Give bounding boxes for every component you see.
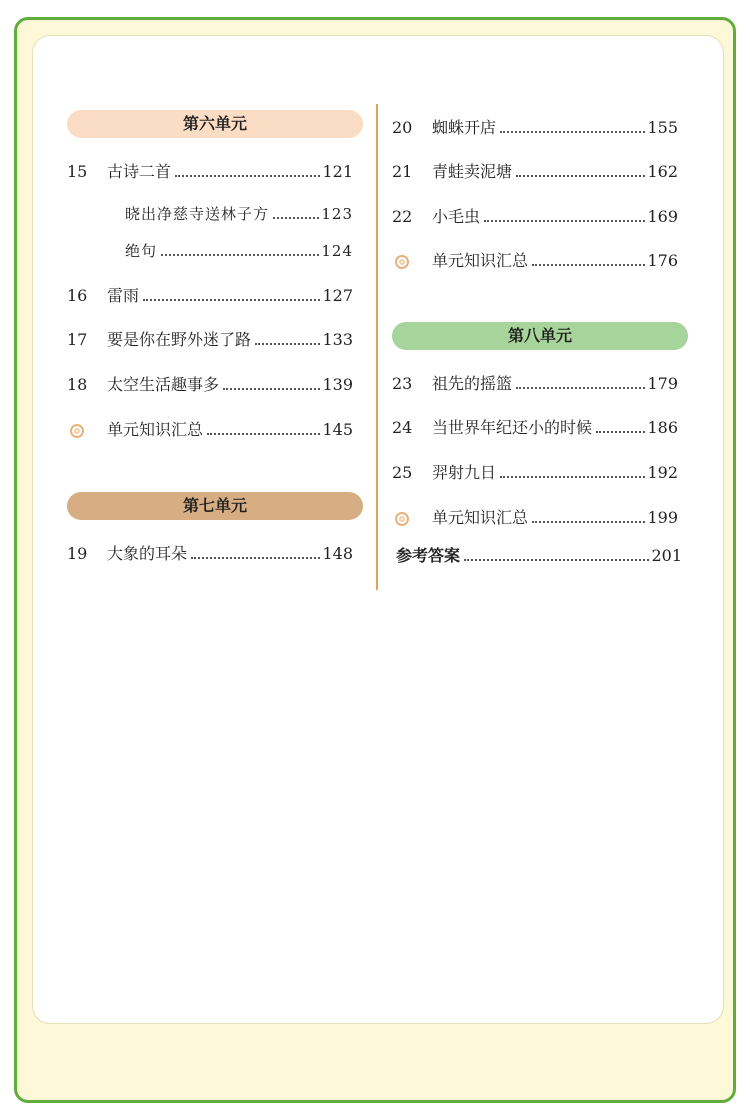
dot-leader [596, 431, 645, 433]
toc-summary-entry[interactable] [67, 414, 353, 440]
dot-leader [191, 557, 320, 559]
toc-sub-entry[interactable] [125, 198, 353, 224]
column-divider [376, 104, 378, 590]
entry-title: 青蛙卖泥塘 [432, 162, 513, 181]
dot-leader [273, 217, 319, 219]
unit-six-header: 第六单元 [67, 110, 363, 138]
entry-title: 太空生活趣事多 [107, 375, 220, 394]
entry-number: 24 [392, 418, 413, 437]
entry-number: 23 [392, 374, 413, 393]
entry-page: 186 [647, 418, 678, 437]
toc-entry[interactable] [67, 538, 353, 564]
target-circle-icon [392, 508, 432, 528]
target-circle-icon [67, 420, 107, 440]
entry-page: 169 [647, 207, 678, 226]
dot-leader [516, 175, 645, 177]
entry-page: 155 [647, 118, 678, 137]
toc-entry[interactable] [392, 368, 678, 394]
entry-title: 羿射九日 [432, 463, 497, 482]
entry-page: 124 [321, 242, 353, 260]
toc-entry[interactable] [67, 156, 353, 182]
entry-title: 古诗二首 [107, 162, 172, 181]
entry-page: 192 [647, 463, 678, 482]
dot-leader [532, 264, 645, 266]
dot-leader [500, 476, 645, 478]
toc-entry[interactable] [392, 156, 678, 182]
entry-title: 单元知识汇总 [432, 508, 529, 527]
entry-page: 139 [322, 375, 353, 394]
dot-leader [223, 388, 320, 390]
dot-leader [175, 175, 320, 177]
entry-number: 20 [392, 118, 413, 137]
entry-page: 123 [321, 205, 353, 223]
toc-entry[interactable] [67, 324, 353, 350]
entry-page: 133 [322, 330, 353, 349]
entry-number: 22 [392, 207, 413, 226]
page-inner-panel [32, 35, 724, 1024]
entry-number: 16 [67, 286, 88, 305]
entry-title: 单元知识汇总 [432, 251, 529, 270]
entry-page: 179 [647, 374, 678, 393]
toc-entry[interactable] [392, 412, 678, 438]
toc-summary-entry[interactable] [392, 245, 678, 271]
toc-summary-entry[interactable] [392, 502, 678, 528]
toc-sub-entry[interactable] [125, 235, 353, 261]
toc-entry[interactable] [392, 457, 678, 483]
dot-leader [143, 299, 320, 301]
entry-number: 25 [392, 463, 413, 482]
answers-entry[interactable] [396, 540, 682, 566]
unit-eight-header: 第八单元 [392, 322, 688, 350]
entry-number: 21 [392, 162, 413, 181]
entry-number: 19 [67, 544, 88, 563]
entry-number: 17 [67, 330, 88, 349]
dot-leader [500, 131, 645, 133]
entry-page: 199 [647, 508, 678, 527]
toc-entry[interactable] [392, 201, 678, 227]
entry-title: 单元知识汇总 [107, 420, 204, 439]
entry-page: 145 [322, 420, 353, 439]
entry-number: 18 [67, 375, 88, 394]
entry-title: 当世界年纪还小的时候 [432, 418, 593, 437]
entry-title: 大象的耳朵 [107, 544, 188, 563]
entry-title: 雷雨 [107, 286, 140, 305]
dot-leader [207, 433, 320, 435]
dot-leader [464, 559, 649, 561]
target-circle-icon [392, 251, 432, 271]
unit-seven-header: 第七单元 [67, 492, 363, 520]
toc-entry[interactable] [392, 112, 678, 138]
dot-leader [532, 521, 645, 523]
entry-page: 162 [647, 162, 678, 181]
answers-title: 参考答案 [396, 546, 461, 565]
entry-title: 祖先的摇篮 [432, 374, 513, 393]
entry-title: 绝句 [125, 242, 158, 260]
entry-title: 晓出净慈寺送林子方 [125, 205, 270, 223]
entry-title: 要是你在野外迷了路 [107, 330, 252, 349]
entry-title: 蜘蛛开店 [432, 118, 497, 137]
toc-entry[interactable] [67, 369, 353, 395]
entry-page: 176 [647, 251, 678, 270]
dot-leader [255, 343, 320, 345]
dot-leader [484, 220, 645, 222]
entry-number: 15 [67, 162, 88, 181]
entry-page: 201 [651, 546, 682, 565]
entry-page: 148 [322, 544, 353, 563]
dot-leader [516, 387, 645, 389]
entry-page: 127 [322, 286, 353, 305]
toc-entry[interactable] [67, 280, 353, 306]
entry-title: 小毛虫 [432, 207, 481, 226]
entry-page: 121 [322, 162, 353, 181]
dot-leader [161, 254, 319, 256]
